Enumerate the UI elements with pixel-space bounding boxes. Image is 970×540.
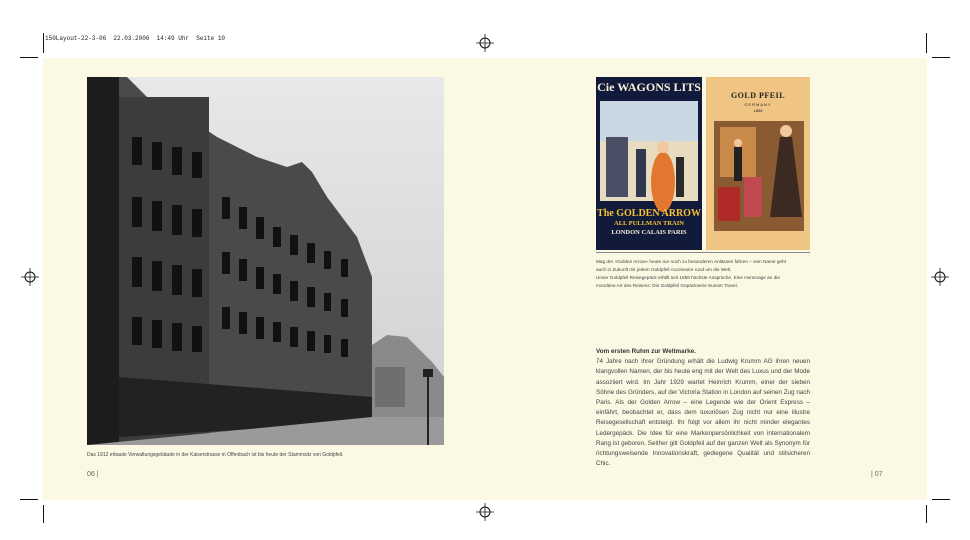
poster-title: The GOLDEN ARROW — [597, 208, 701, 219]
page-number-right: | 07 — [871, 471, 883, 478]
photo-caption: Das 1912 erbaute Verwaltungsgebäude in der Kaiserstrasse in Offenbach ist bis heute der Stammsitz von Goldpfeil. — [87, 452, 344, 458]
poster-subtitle: ALL PULLMAN TRAIN — [614, 220, 684, 227]
poster-country: GERMANY — [744, 102, 772, 107]
building-photo — [87, 77, 444, 445]
page-number-left: 06 | — [87, 471, 99, 478]
article-heading: Vom ersten Ruhm zur Weltmarke. — [596, 348, 696, 355]
goldpfeil-poster — [706, 77, 810, 250]
caption-line: auch in Zukunft mit jedem Goldpfeil Accessoire rund um die Welt. — [596, 267, 732, 272]
poster-caption — [596, 258, 816, 290]
caption-line: mondäne Art des Reisens: Die Goldpfeil Gepäckserie Sunset Travel. — [596, 283, 739, 288]
slug-line: 150Layout-22-3-06 22.03.2006 14:49 Uhr Seite 10 — [45, 35, 226, 42]
poster-year: 1856 — [753, 108, 763, 113]
caption-rule — [596, 252, 810, 253]
registration-mark-top — [476, 34, 494, 52]
caption-line: Unser Goldpfeil Reisegepäck erfüllt seit 1856 höchste Ansprüche. Eine Hommage an die — [596, 275, 780, 280]
poster-top-text: Cie WAGONS LITS — [597, 80, 701, 94]
registration-mark-bottom — [476, 503, 494, 521]
registration-mark-right — [931, 268, 949, 286]
article-body: 74 Jahre nach ihrer Gründung erhält die Ludwig Krumm AG ihren neuen klangvollen Namen, der bis heute eng mit der Welt des Luxus und der Mode assoziiert wird. Im Jahr 1929 wartet Heinrich Krumm, einer der sieben Söhne des Gründers, auf der Victoria Station in London auf seinen Zug nach Paris. Als der Golden Arrow – eine Legende wie der Orient Express – einfährt, beobachtet er, dass dem luxuriösen Zug nicht nur eine illustre Reisegesellschaft entsteigt. Ihr folgt vor allem ihr nicht minder elegantes Ledergepäck. Die Idee für eine Markenpersönlichkeit von internationalem Rang ist geboren. Seither gilt Goldpfeil auf der ganzen Welt als Synonym für richtungsweisende Innovationskraft, gediegene Qualität und stilsicheren Chic. — [596, 358, 810, 468]
poster-brand: GOLD PFEIL — [730, 91, 786, 100]
golden-arrow-poster — [596, 77, 702, 250]
caption-line: Mag der »Golden Arrow« heute nur noch zu besonderen Anlässen fahren – sein Name geht — [596, 259, 786, 264]
registration-mark-left — [21, 268, 39, 286]
poster-route: LONDON CALAIS PARIS — [611, 229, 687, 236]
article — [596, 347, 810, 469]
